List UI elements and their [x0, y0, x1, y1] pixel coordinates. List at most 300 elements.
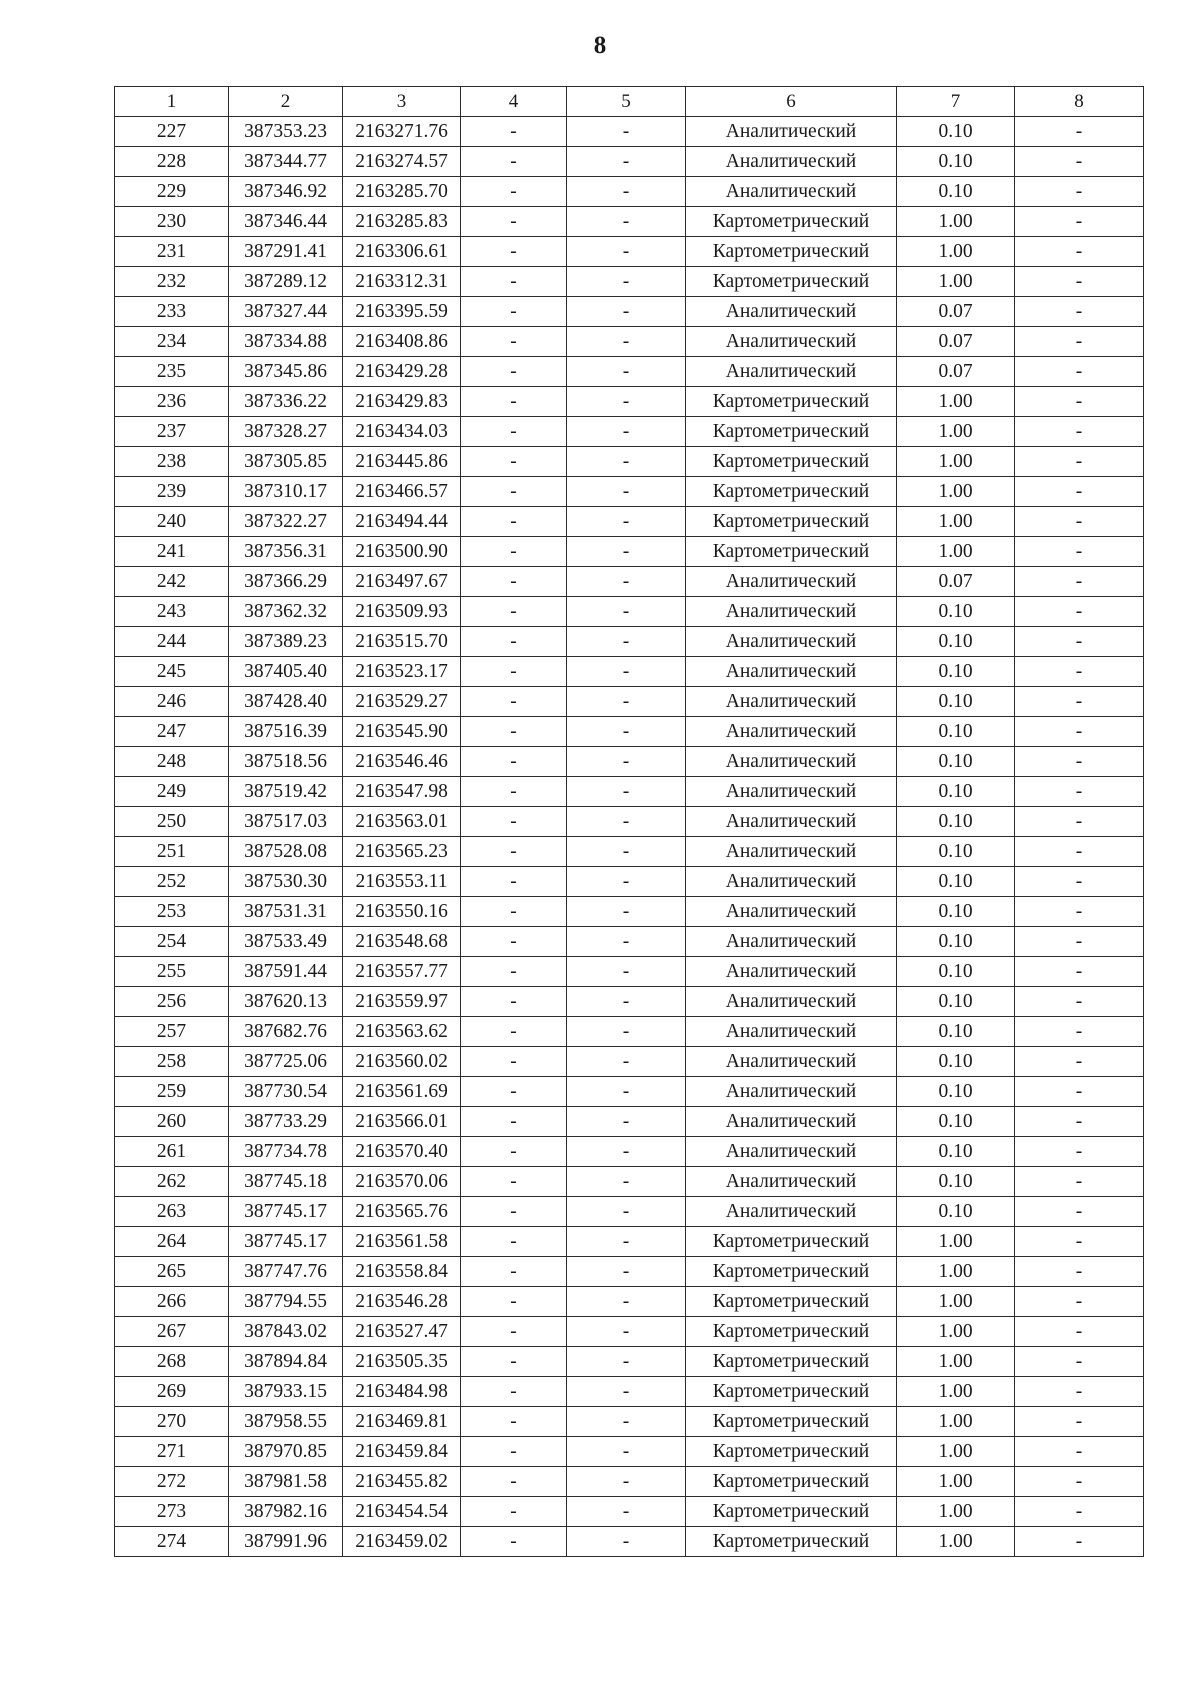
point-number-cell: 242 — [115, 567, 229, 597]
point-number-cell: 264 — [115, 1227, 229, 1257]
table-row — [115, 477, 1144, 507]
accuracy-cell: 1.00 — [897, 537, 1015, 567]
column-8-cell: - — [1015, 207, 1144, 237]
column-4-cell: - — [461, 147, 567, 177]
point-number-cell: 231 — [115, 237, 229, 267]
method-cell: Аналитический — [686, 597, 897, 627]
column-8-cell: - — [1015, 687, 1144, 717]
x-coordinate-cell: 387346.44 — [229, 207, 343, 237]
column-header: 5 — [567, 87, 686, 117]
point-number-cell: 269 — [115, 1377, 229, 1407]
column-4-cell: - — [461, 297, 567, 327]
y-coordinate-cell: 2163429.83 — [343, 387, 461, 417]
page-number: 8 — [593, 32, 607, 59]
y-coordinate-cell: 2163459.84 — [343, 1437, 461, 1467]
table-row — [115, 207, 1144, 237]
column-4-cell: - — [461, 657, 567, 687]
method-cell: Картометрический — [686, 1287, 897, 1317]
table-row — [115, 1317, 1144, 1347]
y-coordinate-cell: 2163561.58 — [343, 1227, 461, 1257]
column-8-cell: - — [1015, 237, 1144, 267]
table-row — [115, 567, 1144, 597]
method-cell: Аналитический — [686, 777, 897, 807]
y-coordinate-cell: 2163565.23 — [343, 837, 461, 867]
accuracy-cell: 0.10 — [897, 147, 1015, 177]
point-number-cell: 233 — [115, 297, 229, 327]
method-cell: Аналитический — [686, 1047, 897, 1077]
column-5-cell: - — [567, 477, 686, 507]
method-cell: Картометрический — [686, 1527, 897, 1557]
column-5-cell: - — [567, 1257, 686, 1287]
column-5-cell: - — [567, 1137, 686, 1167]
point-number-cell: 268 — [115, 1347, 229, 1377]
column-4-cell: - — [461, 327, 567, 357]
method-cell: Картометрический — [686, 447, 897, 477]
x-coordinate-cell: 387794.55 — [229, 1287, 343, 1317]
column-8-cell: - — [1015, 1287, 1144, 1317]
column-5-cell: - — [567, 117, 686, 147]
table-row — [115, 537, 1144, 567]
column-8-cell: - — [1015, 807, 1144, 837]
accuracy-cell: 0.07 — [897, 327, 1015, 357]
column-8-cell: - — [1015, 927, 1144, 957]
point-number-cell: 251 — [115, 837, 229, 867]
x-coordinate-cell: 387322.27 — [229, 507, 343, 537]
accuracy-cell: 0.10 — [897, 837, 1015, 867]
column-5-cell: - — [567, 447, 686, 477]
column-4-cell: - — [461, 1047, 567, 1077]
column-8-cell: - — [1015, 507, 1144, 537]
point-number-cell: 262 — [115, 1167, 229, 1197]
column-4-cell: - — [461, 1497, 567, 1527]
point-number-cell: 258 — [115, 1047, 229, 1077]
x-coordinate-cell: 387730.54 — [229, 1077, 343, 1107]
method-cell: Аналитический — [686, 627, 897, 657]
column-5-cell: - — [567, 627, 686, 657]
column-5-cell: - — [567, 687, 686, 717]
table-row — [115, 897, 1144, 927]
column-5-cell: - — [567, 597, 686, 627]
method-cell: Аналитический — [686, 897, 897, 927]
column-header: 6 — [686, 87, 897, 117]
column-5-cell: - — [567, 747, 686, 777]
point-number-cell: 270 — [115, 1407, 229, 1437]
accuracy-cell: 1.00 — [897, 447, 1015, 477]
accuracy-cell: 1.00 — [897, 507, 1015, 537]
method-cell: Аналитический — [686, 1017, 897, 1047]
accuracy-cell: 0.10 — [897, 1047, 1015, 1077]
y-coordinate-cell: 2163563.62 — [343, 1017, 461, 1047]
column-4-cell: - — [461, 207, 567, 237]
accuracy-cell: 1.00 — [897, 477, 1015, 507]
x-coordinate-cell: 387725.06 — [229, 1047, 343, 1077]
column-5-cell: - — [567, 207, 686, 237]
accuracy-cell: 0.10 — [897, 1167, 1015, 1197]
column-8-cell: - — [1015, 1407, 1144, 1437]
y-coordinate-cell: 2163445.86 — [343, 447, 461, 477]
column-4-cell: - — [461, 1317, 567, 1347]
x-coordinate-cell: 387289.12 — [229, 267, 343, 297]
accuracy-cell: 0.10 — [897, 927, 1015, 957]
column-5-cell: - — [567, 1107, 686, 1137]
column-8-cell: - — [1015, 1467, 1144, 1497]
column-4-cell: - — [461, 867, 567, 897]
column-8-cell: - — [1015, 1347, 1144, 1377]
method-cell: Аналитический — [686, 867, 897, 897]
column-5-cell: - — [567, 1167, 686, 1197]
method-cell: Картометрический — [686, 417, 897, 447]
table-row — [115, 1437, 1144, 1467]
table-row — [115, 1047, 1144, 1077]
accuracy-cell: 1.00 — [897, 1227, 1015, 1257]
method-cell: Картометрический — [686, 1377, 897, 1407]
column-5-cell: - — [567, 657, 686, 687]
table-row — [115, 1467, 1144, 1497]
column-4-cell: - — [461, 1527, 567, 1557]
accuracy-cell: 0.10 — [897, 1197, 1015, 1227]
y-coordinate-cell: 2163434.03 — [343, 417, 461, 447]
y-coordinate-cell: 2163560.02 — [343, 1047, 461, 1077]
method-cell: Картометрический — [686, 237, 897, 267]
x-coordinate-cell: 387405.40 — [229, 657, 343, 687]
accuracy-cell: 1.00 — [897, 1257, 1015, 1287]
accuracy-cell: 0.10 — [897, 177, 1015, 207]
column-8-cell: - — [1015, 327, 1144, 357]
method-cell: Аналитический — [686, 1197, 897, 1227]
table-row — [115, 357, 1144, 387]
point-number-cell: 263 — [115, 1197, 229, 1227]
x-coordinate-cell: 387366.29 — [229, 567, 343, 597]
table-row — [115, 267, 1144, 297]
table-body — [115, 117, 1144, 1557]
accuracy-cell: 1.00 — [897, 207, 1015, 237]
column-4-cell: - — [461, 1137, 567, 1167]
point-number-cell: 240 — [115, 507, 229, 537]
column-8-cell: - — [1015, 597, 1144, 627]
method-cell: Аналитический — [686, 1107, 897, 1137]
point-number-cell: 247 — [115, 717, 229, 747]
method-cell: Картометрический — [686, 1497, 897, 1527]
x-coordinate-cell: 387291.41 — [229, 237, 343, 267]
column-8-cell: - — [1015, 987, 1144, 1017]
y-coordinate-cell: 2163566.01 — [343, 1107, 461, 1137]
method-cell: Картометрический — [686, 477, 897, 507]
y-coordinate-cell: 2163395.59 — [343, 297, 461, 327]
accuracy-cell: 0.07 — [897, 357, 1015, 387]
method-cell: Аналитический — [686, 1137, 897, 1167]
accuracy-cell: 1.00 — [897, 1437, 1015, 1467]
column-8-cell: - — [1015, 897, 1144, 927]
point-number-cell: 238 — [115, 447, 229, 477]
accuracy-cell: 1.00 — [897, 1497, 1015, 1527]
accuracy-cell: 0.10 — [897, 687, 1015, 717]
method-cell: Картометрический — [686, 267, 897, 297]
column-4-cell: - — [461, 1407, 567, 1437]
accuracy-cell: 0.10 — [897, 117, 1015, 147]
column-header: 8 — [1015, 87, 1144, 117]
column-header: 4 — [461, 87, 567, 117]
point-number-cell: 248 — [115, 747, 229, 777]
column-5-cell: - — [567, 837, 686, 867]
y-coordinate-cell: 2163285.70 — [343, 177, 461, 207]
x-coordinate-cell: 387519.42 — [229, 777, 343, 807]
column-5-cell: - — [567, 1347, 686, 1377]
column-4-cell: - — [461, 957, 567, 987]
y-coordinate-cell: 2163505.35 — [343, 1347, 461, 1377]
column-8-cell: - — [1015, 777, 1144, 807]
column-5-cell: - — [567, 957, 686, 987]
column-5-cell: - — [567, 1017, 686, 1047]
table-row — [115, 627, 1144, 657]
table-row — [115, 237, 1144, 267]
column-5-cell: - — [567, 417, 686, 447]
table-row — [115, 747, 1144, 777]
point-number-cell: 273 — [115, 1497, 229, 1527]
accuracy-cell: 0.10 — [897, 1017, 1015, 1047]
column-4-cell: - — [461, 717, 567, 747]
column-5-cell: - — [567, 357, 686, 387]
column-8-cell: - — [1015, 447, 1144, 477]
table-row — [115, 297, 1144, 327]
y-coordinate-cell: 2163484.98 — [343, 1377, 461, 1407]
y-coordinate-cell: 2163565.76 — [343, 1197, 461, 1227]
x-coordinate-cell: 387310.17 — [229, 477, 343, 507]
column-5-cell: - — [567, 507, 686, 537]
x-coordinate-cell: 387356.31 — [229, 537, 343, 567]
table-row — [115, 987, 1144, 1017]
column-header: 2 — [229, 87, 343, 117]
y-coordinate-cell: 2163570.40 — [343, 1137, 461, 1167]
column-8-cell: - — [1015, 867, 1144, 897]
x-coordinate-cell: 387344.77 — [229, 147, 343, 177]
column-8-cell: - — [1015, 477, 1144, 507]
x-coordinate-cell: 387517.03 — [229, 807, 343, 837]
y-coordinate-cell: 2163527.47 — [343, 1317, 461, 1347]
y-coordinate-cell: 2163509.93 — [343, 597, 461, 627]
method-cell: Аналитический — [686, 927, 897, 957]
column-4-cell: - — [461, 987, 567, 1017]
column-8-cell: - — [1015, 837, 1144, 867]
column-8-cell: - — [1015, 117, 1144, 147]
table-row — [115, 1287, 1144, 1317]
accuracy-cell: 1.00 — [897, 237, 1015, 267]
column-4-cell: - — [461, 117, 567, 147]
column-4-cell: - — [461, 267, 567, 297]
y-coordinate-cell: 2163558.84 — [343, 1257, 461, 1287]
x-coordinate-cell: 387362.32 — [229, 597, 343, 627]
method-cell: Картометрический — [686, 387, 897, 417]
table-row — [115, 837, 1144, 867]
column-5-cell: - — [567, 1467, 686, 1497]
accuracy-cell: 0.10 — [897, 867, 1015, 897]
x-coordinate-cell: 387327.44 — [229, 297, 343, 327]
table-row — [115, 1107, 1144, 1137]
table-row — [115, 1017, 1144, 1047]
column-4-cell: - — [461, 387, 567, 417]
column-8-cell: - — [1015, 1017, 1144, 1047]
column-8-cell: - — [1015, 357, 1144, 387]
column-header: 1 — [115, 87, 229, 117]
column-4-cell: - — [461, 837, 567, 867]
x-coordinate-cell: 387991.96 — [229, 1527, 343, 1557]
table-row — [115, 387, 1144, 417]
column-8-cell: - — [1015, 147, 1144, 177]
table-row — [115, 1257, 1144, 1287]
column-8-cell: - — [1015, 1497, 1144, 1527]
column-4-cell: - — [461, 477, 567, 507]
column-4-cell: - — [461, 807, 567, 837]
accuracy-cell: 0.10 — [897, 627, 1015, 657]
accuracy-cell: 1.00 — [897, 1317, 1015, 1347]
column-5-cell: - — [567, 1197, 686, 1227]
y-coordinate-cell: 2163306.61 — [343, 237, 461, 267]
column-5-cell: - — [567, 387, 686, 417]
column-4-cell: - — [461, 1347, 567, 1377]
table-row — [115, 957, 1144, 987]
point-number-cell: 228 — [115, 147, 229, 177]
column-4-cell: - — [461, 897, 567, 927]
y-coordinate-cell: 2163550.16 — [343, 897, 461, 927]
accuracy-cell: 1.00 — [897, 1527, 1015, 1557]
point-number-cell: 239 — [115, 477, 229, 507]
column-8-cell: - — [1015, 1317, 1144, 1347]
column-5-cell: - — [567, 1287, 686, 1317]
accuracy-cell: 0.10 — [897, 747, 1015, 777]
x-coordinate-cell: 387528.08 — [229, 837, 343, 867]
method-cell: Картометрический — [686, 1437, 897, 1467]
column-4-cell: - — [461, 1287, 567, 1317]
point-number-cell: 254 — [115, 927, 229, 957]
accuracy-cell: 0.10 — [897, 657, 1015, 687]
point-number-cell: 265 — [115, 1257, 229, 1287]
column-5-cell: - — [567, 1377, 686, 1407]
column-4-cell: - — [461, 777, 567, 807]
y-coordinate-cell: 2163563.01 — [343, 807, 461, 837]
point-number-cell: 234 — [115, 327, 229, 357]
column-5-cell: - — [567, 1227, 686, 1257]
column-8-cell: - — [1015, 957, 1144, 987]
column-5-cell: - — [567, 987, 686, 1017]
column-8-cell: - — [1015, 1047, 1144, 1077]
y-coordinate-cell: 2163271.76 — [343, 117, 461, 147]
point-number-cell: 250 — [115, 807, 229, 837]
method-cell: Картометрический — [686, 1227, 897, 1257]
column-4-cell: - — [461, 537, 567, 567]
column-5-cell: - — [567, 1527, 686, 1557]
table-row — [115, 1227, 1144, 1257]
method-cell: Картометрический — [686, 537, 897, 567]
column-4-cell: - — [461, 627, 567, 657]
y-coordinate-cell: 2163546.28 — [343, 1287, 461, 1317]
point-number-cell: 272 — [115, 1467, 229, 1497]
accuracy-cell: 0.10 — [897, 597, 1015, 627]
column-5-cell: - — [567, 777, 686, 807]
point-number-cell: 256 — [115, 987, 229, 1017]
y-coordinate-cell: 2163497.67 — [343, 567, 461, 597]
x-coordinate-cell: 387533.49 — [229, 927, 343, 957]
table-row — [115, 867, 1144, 897]
table-row — [115, 447, 1144, 477]
point-number-cell: 257 — [115, 1017, 229, 1047]
x-coordinate-cell: 387591.44 — [229, 957, 343, 987]
y-coordinate-cell: 2163559.97 — [343, 987, 461, 1017]
x-coordinate-cell: 387745.17 — [229, 1197, 343, 1227]
column-8-cell: - — [1015, 657, 1144, 687]
x-coordinate-cell: 387970.85 — [229, 1437, 343, 1467]
x-coordinate-cell: 387894.84 — [229, 1347, 343, 1377]
accuracy-cell: 0.07 — [897, 567, 1015, 597]
method-cell: Аналитический — [686, 1077, 897, 1107]
column-5-cell: - — [567, 717, 686, 747]
column-8-cell: - — [1015, 1137, 1144, 1167]
table-row — [115, 1407, 1144, 1437]
method-cell: Аналитический — [686, 987, 897, 1017]
point-number-cell: 255 — [115, 957, 229, 987]
table-row — [115, 1197, 1144, 1227]
column-5-cell: - — [567, 147, 686, 177]
x-coordinate-cell: 387958.55 — [229, 1407, 343, 1437]
column-5-cell: - — [567, 867, 686, 897]
accuracy-cell: 0.10 — [897, 897, 1015, 927]
y-coordinate-cell: 2163547.98 — [343, 777, 461, 807]
y-coordinate-cell: 2163285.83 — [343, 207, 461, 237]
accuracy-cell: 0.10 — [897, 777, 1015, 807]
column-4-cell: - — [461, 597, 567, 627]
method-cell: Аналитический — [686, 657, 897, 687]
table-header-row — [115, 87, 1144, 117]
x-coordinate-cell: 387518.56 — [229, 747, 343, 777]
point-number-cell: 232 — [115, 267, 229, 297]
table-row — [115, 507, 1144, 537]
x-coordinate-cell: 387747.76 — [229, 1257, 343, 1287]
column-5-cell: - — [567, 1407, 686, 1437]
column-8-cell: - — [1015, 627, 1144, 657]
column-5-cell: - — [567, 237, 686, 267]
column-4-cell: - — [461, 1107, 567, 1137]
y-coordinate-cell: 2163408.86 — [343, 327, 461, 357]
accuracy-cell: 1.00 — [897, 417, 1015, 447]
method-cell: Картометрический — [686, 207, 897, 237]
column-4-cell: - — [461, 747, 567, 777]
y-coordinate-cell: 2163469.81 — [343, 1407, 461, 1437]
table-row — [115, 927, 1144, 957]
y-coordinate-cell: 2163466.57 — [343, 477, 461, 507]
table-row — [115, 1077, 1144, 1107]
point-number-cell: 230 — [115, 207, 229, 237]
column-5-cell: - — [567, 1047, 686, 1077]
method-cell: Аналитический — [686, 747, 897, 777]
y-coordinate-cell: 2163529.27 — [343, 687, 461, 717]
column-4-cell: - — [461, 237, 567, 267]
column-4-cell: - — [461, 927, 567, 957]
y-coordinate-cell: 2163545.90 — [343, 717, 461, 747]
column-5-cell: - — [567, 537, 686, 567]
column-8-cell: - — [1015, 1197, 1144, 1227]
point-number-cell: 245 — [115, 657, 229, 687]
point-number-cell: 261 — [115, 1137, 229, 1167]
x-coordinate-cell: 387531.31 — [229, 897, 343, 927]
column-4-cell: - — [461, 1467, 567, 1497]
column-5-cell: - — [567, 1317, 686, 1347]
x-coordinate-cell: 387334.88 — [229, 327, 343, 357]
method-cell: Картометрический — [686, 1317, 897, 1347]
y-coordinate-cell: 2163455.82 — [343, 1467, 461, 1497]
method-cell: Аналитический — [686, 837, 897, 867]
y-coordinate-cell: 2163500.90 — [343, 537, 461, 567]
column-4-cell: - — [461, 447, 567, 477]
column-4-cell: - — [461, 567, 567, 597]
column-8-cell: - — [1015, 1077, 1144, 1107]
